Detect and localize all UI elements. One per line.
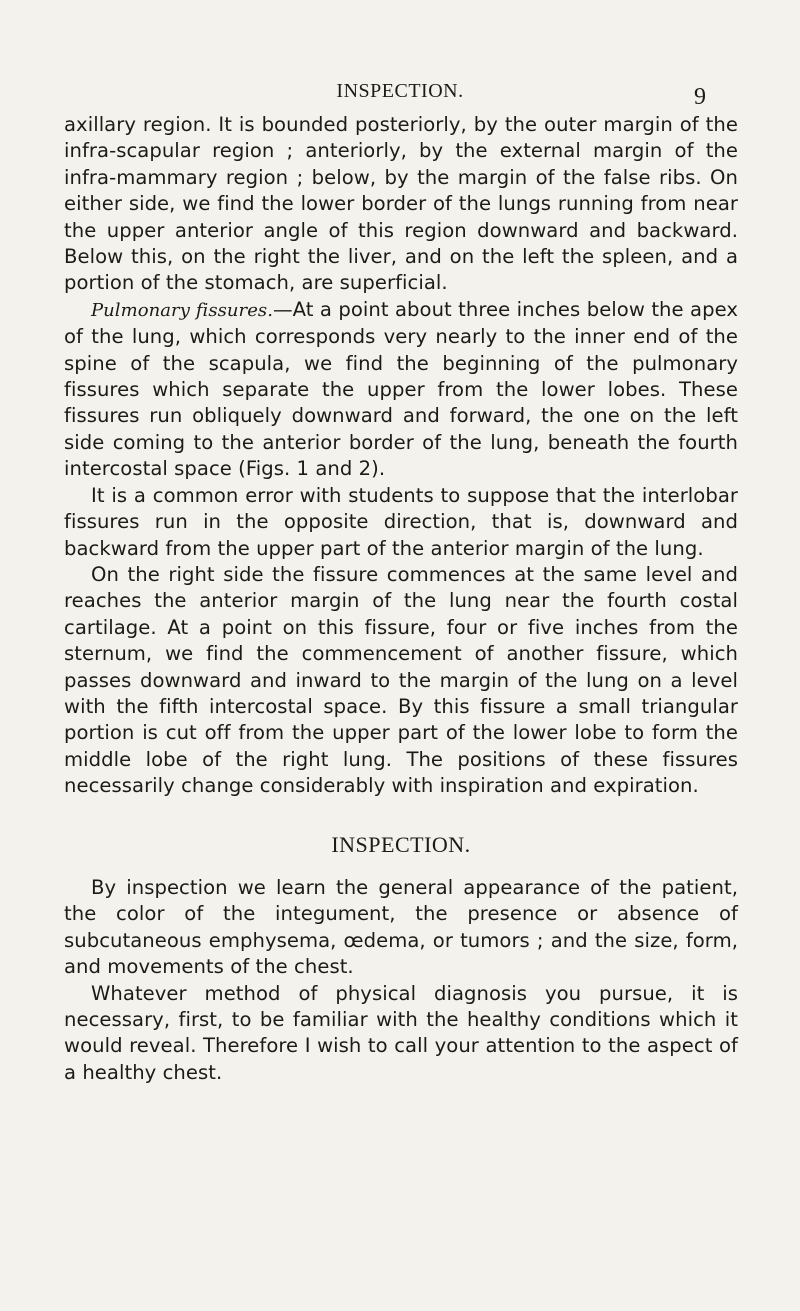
pulmonary-fissures-heading: Pulmonary fissures. xyxy=(91,299,273,321)
section-heading-inspection: INSPECTION. xyxy=(331,831,471,857)
paragraph-inspection-intro: By inspection we learn the general appearance of the patient, the color of the integument, the presence or absence of subcutaneous emphysema, œdema, or tumors ; and the size, form, and movements of the chest. xyxy=(64,875,738,979)
paragraph-pulmonary-fissures xyxy=(64,297,738,483)
paragraph-axillary-region: axillary region. It is bounded posteriorly, by the outer margin of the infra-scapular region ; anteriorly, by the external margin of the infra-mammary region ; below, by the margin of the false ribs. On either side, we find the lower border of the lungs running from near the upper anterior angle of this region downward and backward. Below this, on the right the liver, and on the left the spleen, and a portion of the stomach, are superficial. xyxy=(64,113,738,295)
pulmonary-fissures-text: —At a point about three inches below the apex of the lung, which corresponds very nearly to the inner end of the spine of the scapula, we find the beginning of the pulmonary fissures which separate the upper from the lower lobes. These fissures run obliquely downward and forward, the one on the left side coming to the anterior border of the lung, beneath the fourth intercostal space (Figs. 1 and 2). xyxy=(64,297,738,481)
paragraph-healthy-conditions: Whatever method of physical diagnosis you pursue, it is necessary, first, to be familiar with the healthy conditions which it would reveal. Therefore I wish to call your attention to the aspect of a healthy chest. xyxy=(64,981,738,1084)
paragraph-right-side-fissure: On the right side the fissure commences at the same level and reaches the anterior margin of the lung near the fourth costal cartilage. At a point on this fissure, four or five inches from the sternum, we find the commencement of another fissure, which passes downward and inward to the margin of the lung on a level with the fifth intercostal space. By this fissure a small triangular portion is cut off from the upper part of the lower lobe to form the middle lobe of the right lung. The positions of these fissures necessarily change considerably with inspiration and expiration. xyxy=(64,562,738,798)
page-number: 9 xyxy=(694,84,706,110)
paragraph-common-error: It is a common error with students to suppose that the interlobar fissures run in the opposite direction, that is, downward and backward from the upper part of the anterior margin of the lung. xyxy=(64,483,738,560)
running-head: INSPECTION. xyxy=(336,80,464,102)
body-text xyxy=(64,112,738,1086)
